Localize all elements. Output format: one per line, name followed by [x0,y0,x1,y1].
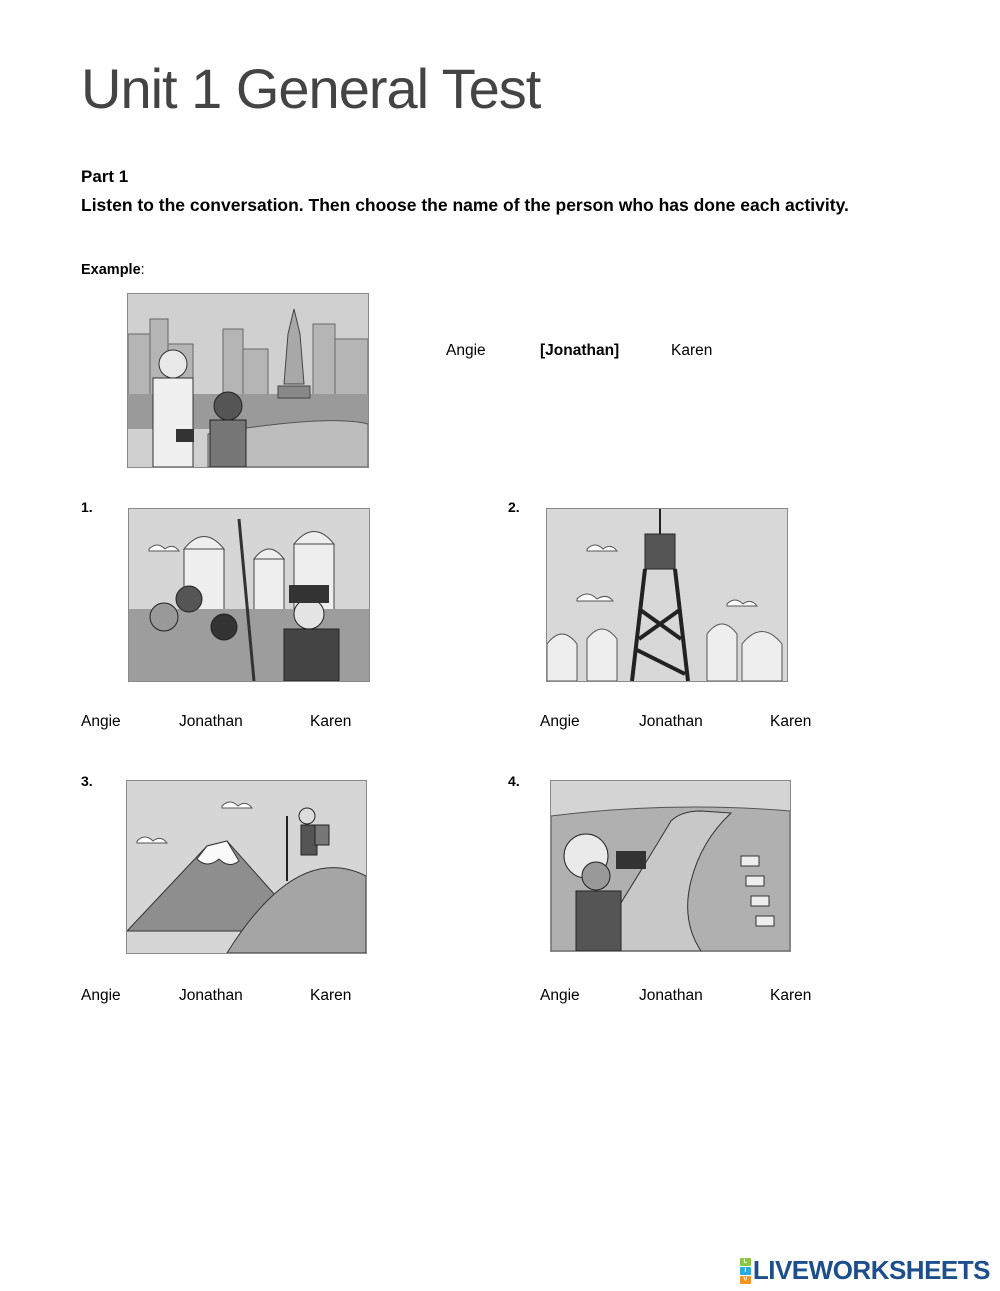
question-number-3: 3. [81,773,93,789]
question-3-option-angie[interactable]: Angie [81,987,121,1004]
question-3-option-karen[interactable]: Karen [310,987,352,1004]
instructions: Listen to the conversation. Then choose the name of the person who has done each activity. [81,195,849,215]
question-4-image-great-wall [550,780,791,952]
question-3-option-jonathan[interactable]: Jonathan [179,987,243,1004]
question-2-option-karen[interactable]: Karen [770,713,812,730]
question-1-image-tower-of-london [128,508,370,682]
question-2-option-jonathan[interactable]: Jonathan [639,713,703,730]
question-2-image-tower-view [546,508,788,682]
logo-block-i: I [740,1267,751,1275]
question-3-image-mountain [126,780,367,954]
example-option-jonathan[interactable]: [Jonathan] [540,342,620,359]
part-heading: Part 1 [81,167,129,186]
example-label-suffix: : [140,262,145,278]
question-number-1: 1. [81,499,93,515]
logo-block-l: L [740,1258,751,1266]
question-1-option-karen[interactable]: Karen [310,713,352,730]
question-number-4: 4. [508,773,520,789]
logo-block-v: V [740,1276,751,1284]
question-1-option-angie[interactable]: Angie [81,713,121,730]
question-4-option-jonathan[interactable]: Jonathan [639,987,703,1004]
question-4-option-angie[interactable]: Angie [540,987,580,1004]
question-2-option-angie[interactable]: Angie [540,713,580,730]
logo-text: LIVEWORKSHEETS [752,1255,990,1285]
page-title: Unit 1 General Test [81,57,541,120]
example-label-text: Example [81,262,141,278]
example-label [81,262,145,278]
liveworksheets-logo [740,1255,990,1286]
example-image-statue [127,293,369,468]
question-4-option-karen[interactable]: Karen [770,987,812,1004]
question-number-2: 2. [508,499,520,515]
question-1-option-jonathan[interactable]: Jonathan [179,713,243,730]
example-option-angie[interactable]: Angie [446,342,486,359]
logo-blocks-icon [740,1258,751,1284]
example-option-karen[interactable]: Karen [671,342,713,359]
